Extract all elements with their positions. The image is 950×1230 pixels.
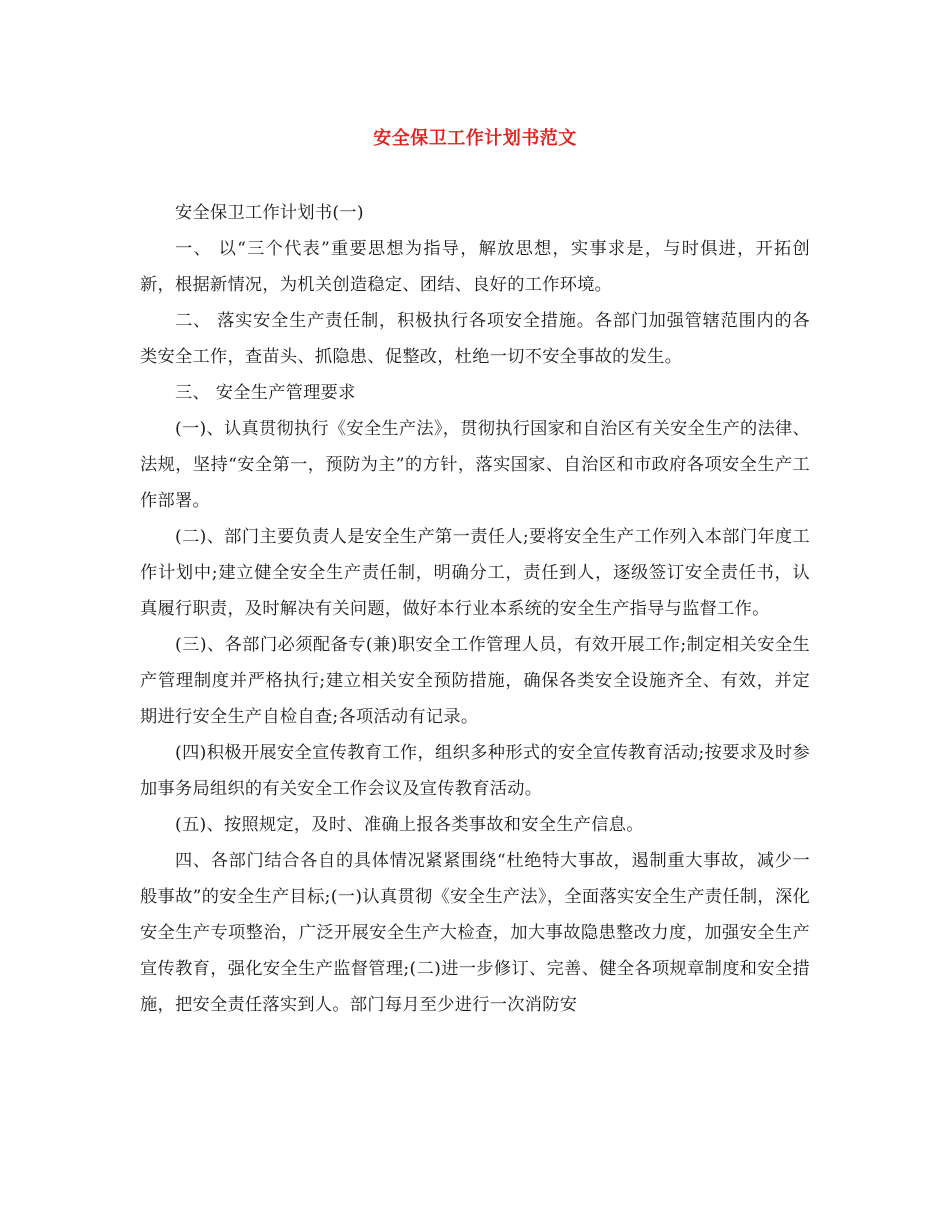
- paragraph-3-heading: 三、 安全生产管理要求: [175, 383, 356, 403]
- paragraph-3-item-3: (三)、各部门必须配备专(兼)职安全工作管理人员，有效开展工作;制定相关安全生产管理制度并严格执行;建立相关安全预防措施，确保各类安全设施齐全、有效，并定期进行安全生产自检自查;各项活动有记录。: [140, 635, 810, 727]
- paragraph-2: 二、 落实安全生产责任制，积极执行各项安全措施。各部门加强管辖范围内的各类安全工作，查苗头、抓隐患、促整改，杜绝一切不安全事故的发生。: [140, 311, 810, 367]
- document-title: 安全保卫工作计划书范文: [373, 128, 577, 149]
- paragraph-subtitle: 安全保卫工作计划书(一): [175, 203, 364, 223]
- paragraph-1: 一、 以“三个代表”重要思想为指导，解放思想，实事求是，与时俱进，开拓创新，根据新情况，为机关创造稳定、团结、良好的工作环境。: [140, 239, 810, 295]
- paragraph-3-item-5: (五)、按照规定，及时、准确上报各类事故和安全生产信息。: [175, 815, 644, 835]
- paragraph-4: 四、各部门结合各自的具体情况紧紧围绕“杜绝特大事故，遏制重大事故，减少一般事故”的安全生产目标;(一)认真贯彻《安全生产法》，全面落实安全生产责任制，深化安全生产专项整治，广泛开展安全生产大检查，加大事故隐患整改力度，加强安全生产宣传教育，强化安全生产监督管理;(二)进一步修订、完善、健全各项规章制度和安全措施，把安全责任落实到人。部门每月至少进行一次消防安: [140, 851, 810, 1015]
- paragraph-3-item-1: (一)、认真贯彻执行《安全生产法》，贯彻执行国家和自治区有关安全生产的法律、法规，坚持“安全第一，预防为主”的方针，落实国家、自治区和市政府各项安全生产工作部署。: [140, 419, 810, 511]
- document-body: [140, 195, 810, 1023]
- paragraph-3-item-4: (四)积极开展安全宣传教育工作，组织多种形式的安全宣传教育活动;按要求及时参加事务局组织的有关安全工作会议及宣传教育活动。: [140, 743, 810, 799]
- paragraph-3-item-2: (二)、部门主要负责人是安全生产第一责任人;要将安全生产工作列入本部门年度工作计划中;建立健全安全生产责任制，明确分工，责任到人，逐级签订安全责任书，认真履行职责，及时解决有关问题，做好本行业本系统的安全生产指导与监督工作。: [140, 527, 810, 619]
